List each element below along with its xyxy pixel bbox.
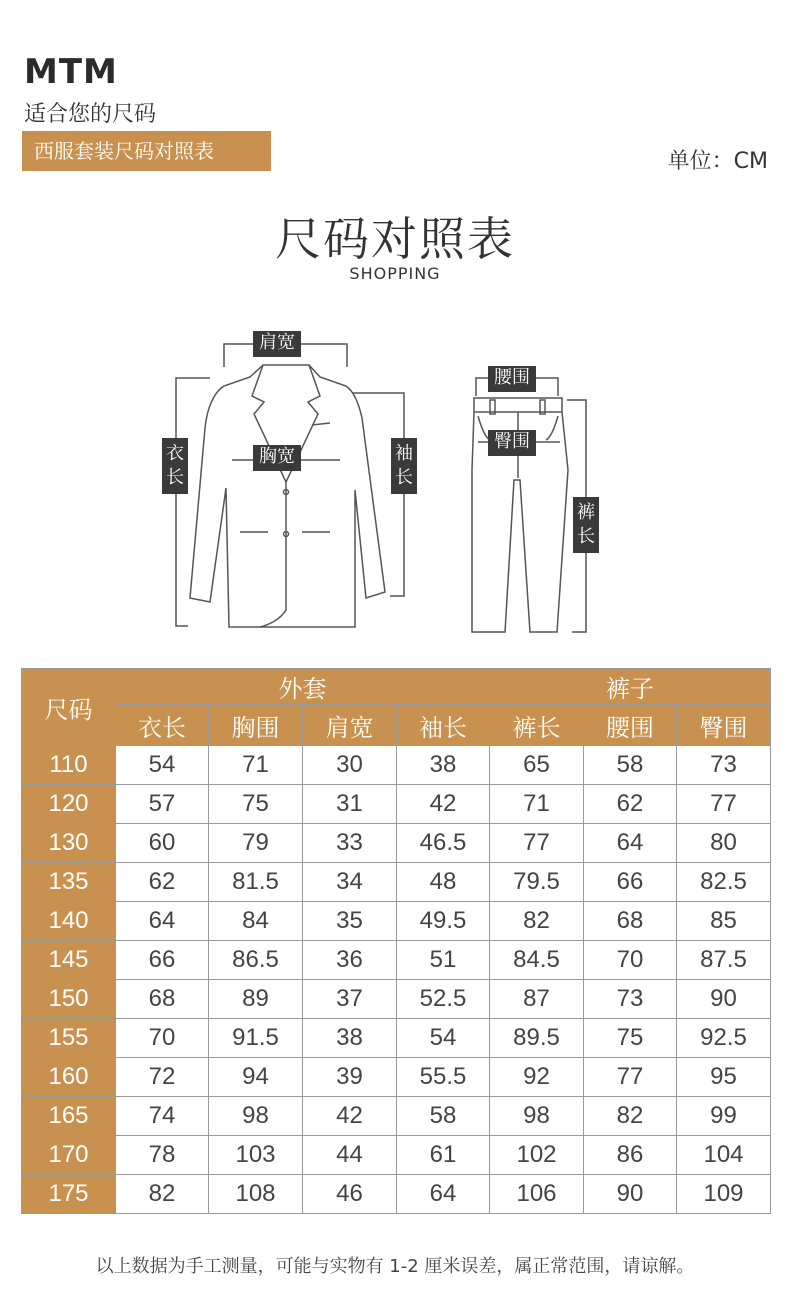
jacket-length-tag [162, 438, 188, 494]
column-header: 肩宽 [303, 705, 397, 746]
table-cell: 82.5 [677, 863, 771, 902]
table-cell: 91.5 [209, 1019, 303, 1058]
tagline: 适合您的尺码 [24, 102, 157, 127]
table-cell: 81.5 [209, 863, 303, 902]
table-cell: 57 [116, 785, 209, 824]
pants-length-tag [573, 497, 599, 553]
table-cell: 37 [303, 980, 397, 1019]
size-chart-table [21, 668, 771, 1214]
table-row [22, 824, 771, 863]
table-cell: 61 [397, 1136, 490, 1175]
table-cell: 87 [490, 980, 584, 1019]
table-cell: 72 [116, 1058, 209, 1097]
size-rows [22, 746, 771, 1214]
table-row [22, 902, 771, 941]
table-cell: 98 [209, 1097, 303, 1136]
table-cell: 38 [397, 746, 490, 785]
table-cell: 54 [116, 746, 209, 785]
jacket-outline [190, 365, 385, 627]
table-cell: 60 [116, 824, 209, 863]
table-cell: 82 [116, 1175, 209, 1214]
size-cell: 145 [22, 941, 116, 980]
hip-tag: 臀围 [488, 430, 536, 456]
column-header: 衣长 [116, 705, 209, 746]
column-header: 裤长 [490, 705, 584, 746]
table-cell: 87.5 [677, 941, 771, 980]
pants-length-char-2: 长 [577, 526, 595, 547]
pants-length-char-1: 裤 [577, 502, 595, 523]
table-cell: 99 [677, 1097, 771, 1136]
size-cell: 170 [22, 1136, 116, 1175]
column-header: 袖长 [397, 705, 490, 746]
size-cell: 165 [22, 1097, 116, 1136]
size-cell: 155 [22, 1019, 116, 1058]
group-header-pants: 裤子 [490, 669, 771, 705]
table-cell: 79 [209, 824, 303, 863]
table-cell: 75 [584, 1019, 677, 1058]
jacket-length-measure-line [176, 378, 210, 626]
size-cell: 150 [22, 980, 116, 1019]
table-cell: 62 [116, 863, 209, 902]
chest-width-tag: 胸宽 [253, 445, 301, 471]
table-cell: 82 [584, 1097, 677, 1136]
table-cell: 98 [490, 1097, 584, 1136]
table-cell: 52.5 [397, 980, 490, 1019]
table-cell: 94 [209, 1058, 303, 1097]
table-cell: 49.5 [397, 902, 490, 941]
table-cell: 82 [490, 902, 584, 941]
table-cell: 92.5 [677, 1019, 771, 1058]
table-cell: 51 [397, 941, 490, 980]
size-cell: 135 [22, 863, 116, 902]
waist-tag: 腰围 [488, 366, 536, 392]
table-cell: 109 [677, 1175, 771, 1214]
jacket-breast-pocket [312, 423, 330, 425]
sleeve-length-char-2: 长 [395, 467, 413, 488]
size-cell: 160 [22, 1058, 116, 1097]
table-cell: 44 [303, 1136, 397, 1175]
table-cell: 55.5 [397, 1058, 490, 1097]
jacket-length-char-2: 长 [166, 467, 184, 488]
table-cell: 66 [116, 941, 209, 980]
table-cell: 71 [490, 785, 584, 824]
table-row [22, 1136, 771, 1175]
table-row [22, 1058, 771, 1097]
table-row [22, 1097, 771, 1136]
size-cell: 140 [22, 902, 116, 941]
size-cell: 110 [22, 746, 116, 785]
table-row [22, 746, 771, 785]
brand-logo: MTM [24, 52, 118, 92]
table-row [22, 941, 771, 980]
size-cell: 130 [22, 824, 116, 863]
table-cell: 108 [209, 1175, 303, 1214]
table-cell: 42 [303, 1097, 397, 1136]
table-cell: 85 [677, 902, 771, 941]
table-cell: 54 [397, 1019, 490, 1058]
table-cell: 31 [303, 785, 397, 824]
table-cell: 84.5 [490, 941, 584, 980]
sleeve-length-char-1: 袖 [395, 443, 413, 464]
size-cell: 120 [22, 785, 116, 824]
table-cell: 74 [116, 1097, 209, 1136]
table-cell: 103 [209, 1136, 303, 1175]
table-cell: 86 [584, 1136, 677, 1175]
column-header: 臀围 [677, 705, 771, 746]
table-cell: 68 [116, 980, 209, 1019]
table-cell: 70 [584, 941, 677, 980]
table-cell: 35 [303, 902, 397, 941]
size-cell: 175 [22, 1175, 116, 1214]
column-header: 胸围 [209, 705, 303, 746]
page-subtitle: SHOPPING [349, 264, 441, 283]
table-cell: 64 [116, 902, 209, 941]
table-cell: 58 [397, 1097, 490, 1136]
table-cell: 77 [584, 1058, 677, 1097]
table-row [22, 1019, 771, 1058]
table-cell: 80 [677, 824, 771, 863]
table-cell: 46.5 [397, 824, 490, 863]
table-cell: 36 [303, 941, 397, 980]
table-cell: 104 [677, 1136, 771, 1175]
table-cell: 78 [116, 1136, 209, 1175]
table-cell: 66 [584, 863, 677, 902]
table-cell: 77 [490, 824, 584, 863]
table-row [22, 980, 771, 1019]
table-cell: 92 [490, 1058, 584, 1097]
table-cell: 64 [584, 824, 677, 863]
table-cell: 84 [209, 902, 303, 941]
sleeve-length-tag [391, 438, 417, 494]
measurement-diagram [0, 320, 790, 650]
table-cell: 70 [116, 1019, 209, 1058]
jacket-length-char-1: 衣 [166, 443, 184, 464]
sleeve-measure-line [352, 393, 404, 596]
column-header: 腰围 [584, 705, 677, 746]
table-cell: 33 [303, 824, 397, 863]
table-cell: 106 [490, 1175, 584, 1214]
table-cell: 89 [209, 980, 303, 1019]
table-cell: 62 [584, 785, 677, 824]
table-row [22, 863, 771, 902]
measurement-note: 以上数据为手工测量，可能与实物有 1-2 厘米误差，属正常范围，请谅解。 [95, 1256, 695, 1277]
table-cell: 64 [397, 1175, 490, 1214]
table-cell: 39 [303, 1058, 397, 1097]
table-cell: 48 [397, 863, 490, 902]
table-cell: 90 [677, 980, 771, 1019]
table-row [22, 1175, 771, 1214]
table-cell: 34 [303, 863, 397, 902]
table-cell: 73 [584, 980, 677, 1019]
table-cell: 79.5 [490, 863, 584, 902]
size-column-header: 尺码 [22, 669, 116, 746]
table-cell: 90 [584, 1175, 677, 1214]
table-cell: 73 [677, 746, 771, 785]
table-cell: 95 [677, 1058, 771, 1097]
table-cell: 86.5 [209, 941, 303, 980]
chart-badge: 西服套装尺码对照表 [22, 131, 271, 171]
group-header-jacket: 外套 [116, 669, 490, 705]
table-cell: 75 [209, 785, 303, 824]
table-cell: 102 [490, 1136, 584, 1175]
table-cell: 58 [584, 746, 677, 785]
table-cell: 30 [303, 746, 397, 785]
table-cell: 42 [397, 785, 490, 824]
page-title: 尺码对照表 [275, 212, 515, 266]
table-cell: 38 [303, 1019, 397, 1058]
table-cell: 46 [303, 1175, 397, 1214]
table-cell: 65 [490, 746, 584, 785]
table-row [22, 785, 771, 824]
table-cell: 89.5 [490, 1019, 584, 1058]
table-cell: 77 [677, 785, 771, 824]
unit-label: 单位：CM [667, 149, 768, 174]
table-cell: 68 [584, 902, 677, 941]
table-cell: 71 [209, 746, 303, 785]
shoulder-width-tag: 肩宽 [253, 331, 301, 357]
